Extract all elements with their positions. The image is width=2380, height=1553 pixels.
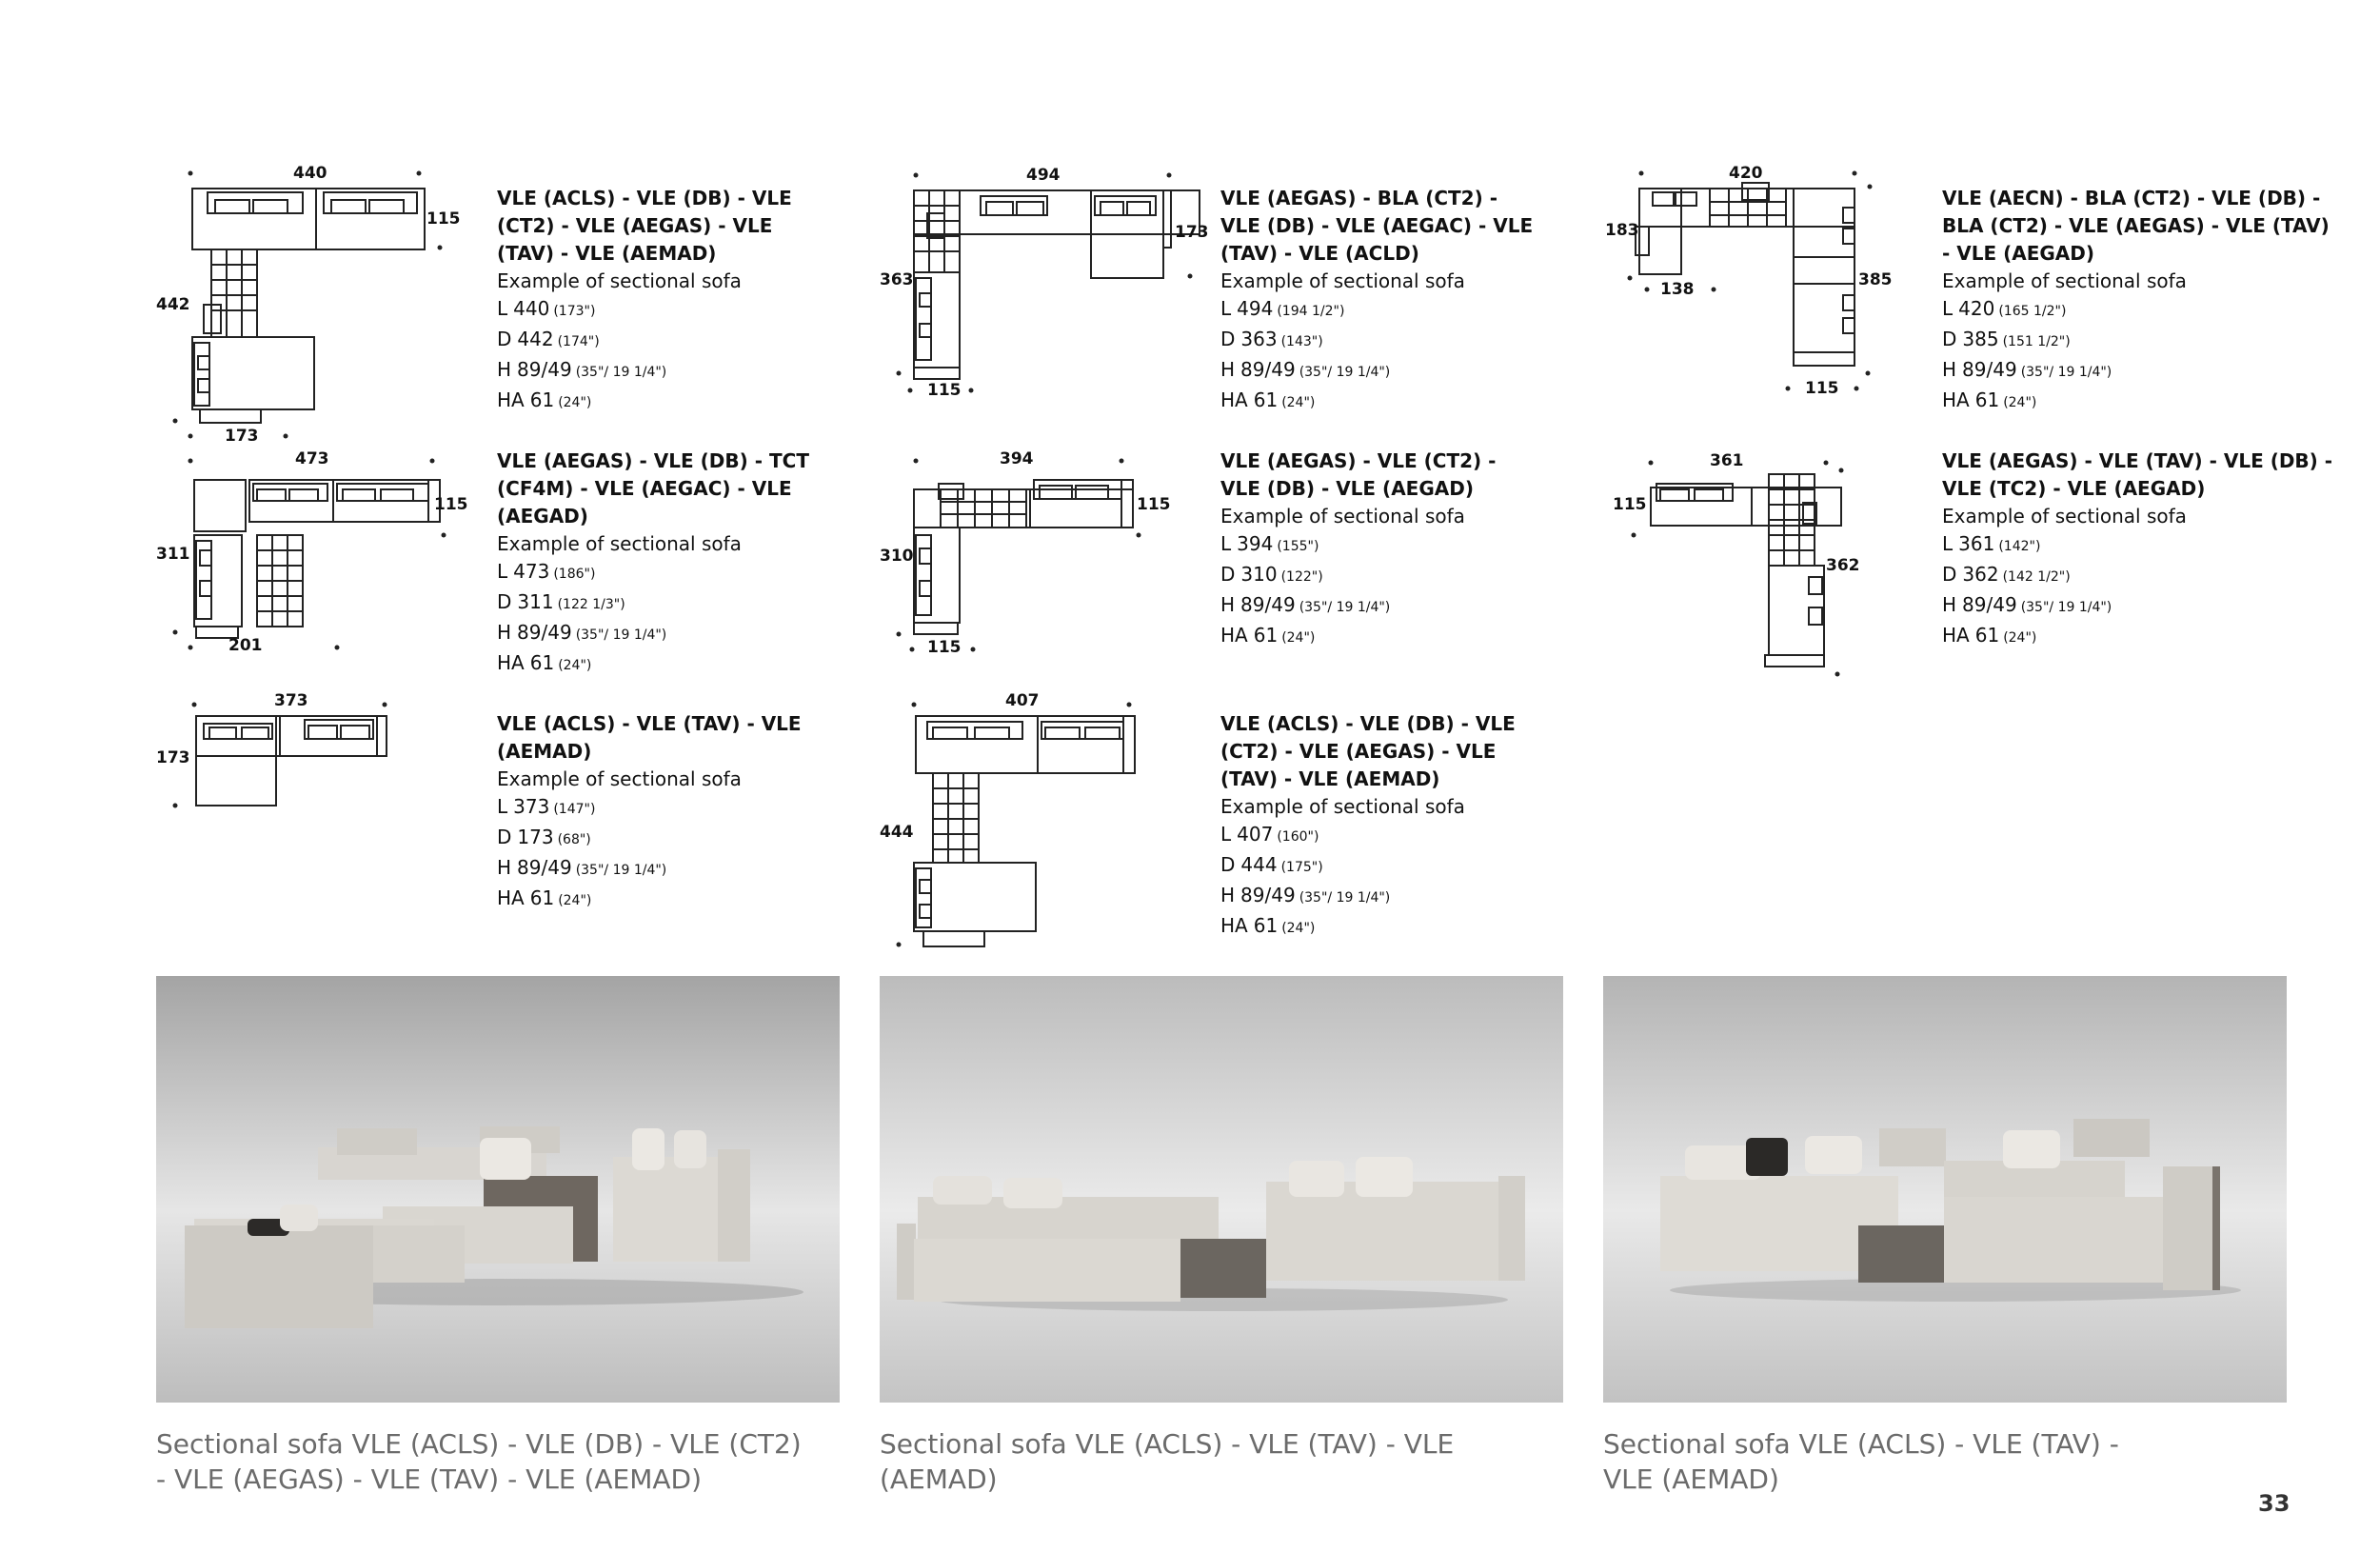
spec-arm-height: HA 61 (24") [1220,914,1316,937]
dim-length: 361 [1710,451,1744,470]
config-title: VLE (AEGAS) - VLE (TAV) - VLE (DB) - VLE (TC2) - VLE (AEGAD) [1942,449,2333,500]
dim-seat: 115 [1137,495,1171,514]
spec-depth: D 311 (122 1/3") [497,590,625,613]
dim-seat: 115 [1805,379,1839,398]
spec-height: H 89/49 (35"/ 19 1/4") [1942,358,2112,381]
dim-depth: 362 [1826,556,1860,575]
config-info-3 [1942,185,2342,417]
spec-arm-height: HA 61 (24") [497,886,592,909]
photo-caption-3: Sectional sofa VLE (ACLS) - VLE (TAV) - VLE (AEMAD) [1603,1428,2119,1495]
spec-depth: D 363 (143") [1220,328,1323,350]
spec-depth: D 362 (142 1/2") [1942,563,2071,586]
config-desc: Example of sectional sofa [1220,505,1465,528]
spec-length: L 394 (155") [1220,532,1319,555]
spec-depth: D 173 (68") [497,826,591,848]
dim-length: 473 [295,449,329,468]
spec-length: L 494 (194 1/2") [1220,297,1345,320]
config-title: VLE (ACLS) - VLE (TAV) - VLE (AEMAD) [497,712,802,763]
spec-arm-height: HA 61 (24") [497,388,592,411]
spec-height: H 89/49 (35"/ 19 1/4") [497,358,667,381]
dim-seat: 115 [426,209,461,229]
config-desc: Example of sectional sofa [1942,505,2187,528]
config-desc: Example of sectional sofa [1220,795,1465,818]
dim-seat: 115 [434,495,468,514]
spec-depth: D 310 (122") [1220,563,1323,586]
dim-seat: 115 [1613,495,1647,514]
dim-depth: 363 [880,270,914,289]
spec-arm-height: HA 61 (24") [1942,388,2037,411]
dim-length: 494 [1026,166,1061,185]
spec-depth: D 385 (151 1/2") [1942,328,2071,350]
config-title: VLE (ACLS) - VLE (DB) - VLE (CT2) - VLE (AEGAS) - VLE (TAV) - VLE (AEMAD) [497,187,792,265]
photo-caption-1: Sectional sofa VLE (ACLS) - VLE (DB) - VLE (CT2) - VLE (AEGAS) - VLE (TAV) - VLE (AEMAD) [156,1428,802,1495]
spec-depth: D 442 (174") [497,328,600,350]
dim-depth: 442 [156,295,190,314]
spec-height: H 89/49 (35"/ 19 1/4") [1220,884,1391,906]
config-info-1 [497,185,811,417]
dim-length: 373 [274,691,308,710]
spec-depth: D 444 (175") [1220,853,1323,876]
dim-depth: 310 [880,547,914,566]
spec-arm-height: HA 61 (24") [1220,624,1316,647]
dim-length: 440 [293,164,327,183]
spec-arm-height: HA 61 (24") [1220,388,1316,411]
config-desc: Example of sectional sofa [497,269,742,292]
dim-chaise: 173 [225,427,259,446]
config-info-7 [497,710,811,915]
dim-length: 394 [1000,449,1034,468]
dim-depth: 311 [156,545,190,564]
config-title: VLE (AEGAS) - BLA (CT2) - VLE (DB) - VLE (AEGAC) - VLE (TAV) - VLE (ACLD) [1220,187,1534,265]
dim-length: 420 [1729,164,1763,183]
config-title: VLE (AECN) - BLA (CT2) - VLE (DB) - BLA (CT2) - VLE (AEGAS) - VLE (TAV) - VLE (AEGAD) [1942,187,2330,265]
spec-length: L 373 (147") [497,795,596,818]
config-info-6 [1942,448,2342,652]
dim-bed: 173 [1175,223,1209,242]
spec-height: H 89/49 (35"/ 19 1/4") [1220,358,1391,381]
config-info-8 [1220,710,1535,943]
dim-chaise: 115 [927,638,962,657]
spec-height: H 89/49 (35"/ 19 1/4") [497,621,667,644]
dim-length: 407 [1005,691,1040,710]
dim-depth: 385 [1858,270,1893,289]
config-title: VLE (ACLS) - VLE (DB) - VLE (CT2) - VLE (AEGAS) - VLE (TAV) - VLE (AEMAD) [1220,712,1516,790]
spec-length: L 407 (160") [1220,823,1319,846]
dim-depth: 444 [880,823,914,842]
spec-arm-height: HA 61 (24") [1942,624,2037,647]
config-info-5 [1220,448,1535,652]
spec-height: H 89/49 (35"/ 19 1/4") [1220,593,1391,616]
config-info-2 [1220,185,1535,417]
dim-left-depth: 183 [1605,221,1639,240]
sofa-photo-1 [156,976,840,1403]
spec-length: L 420 (165 1/2") [1942,297,2067,320]
config-desc: Example of sectional sofa [1220,269,1465,292]
config-desc: Example of sectional sofa [1942,269,2187,292]
config-title: VLE (AEGAS) - VLE (DB) - TCT (CF4M) - VLE (AEGAC) - VLE (AEGAD) [497,449,809,528]
spec-height: H 89/49 (35"/ 19 1/4") [1942,593,2112,616]
dim-seat: 115 [927,381,962,400]
spec-height: H 89/49 (35"/ 19 1/4") [497,856,667,879]
sofa-photo-2 [880,976,1563,1403]
dim-depth: 173 [156,748,190,767]
sofa-photo-3 [1603,976,2287,1403]
config-title: VLE (AEGAS) - VLE (CT2) - VLE (DB) - VLE (AEGAD) [1220,449,1497,500]
spec-length: L 473 (186") [497,560,596,583]
photo-caption-2: Sectional sofa VLE (ACLS) - VLE (TAV) - VLE (AEMAD) [880,1428,1455,1495]
page-number: 33 [2258,1490,2291,1517]
spec-length: L 440 (173") [497,297,596,320]
config-desc: Example of sectional sofa [497,767,742,790]
config-desc: Example of sectional sofa [497,532,742,555]
spec-length: L 361 (142") [1942,532,2041,555]
spec-arm-height: HA 61 (24") [497,651,592,674]
config-info-4 [497,448,811,680]
dim-left-width: 138 [1660,280,1695,299]
dim-width: 201 [228,636,263,655]
